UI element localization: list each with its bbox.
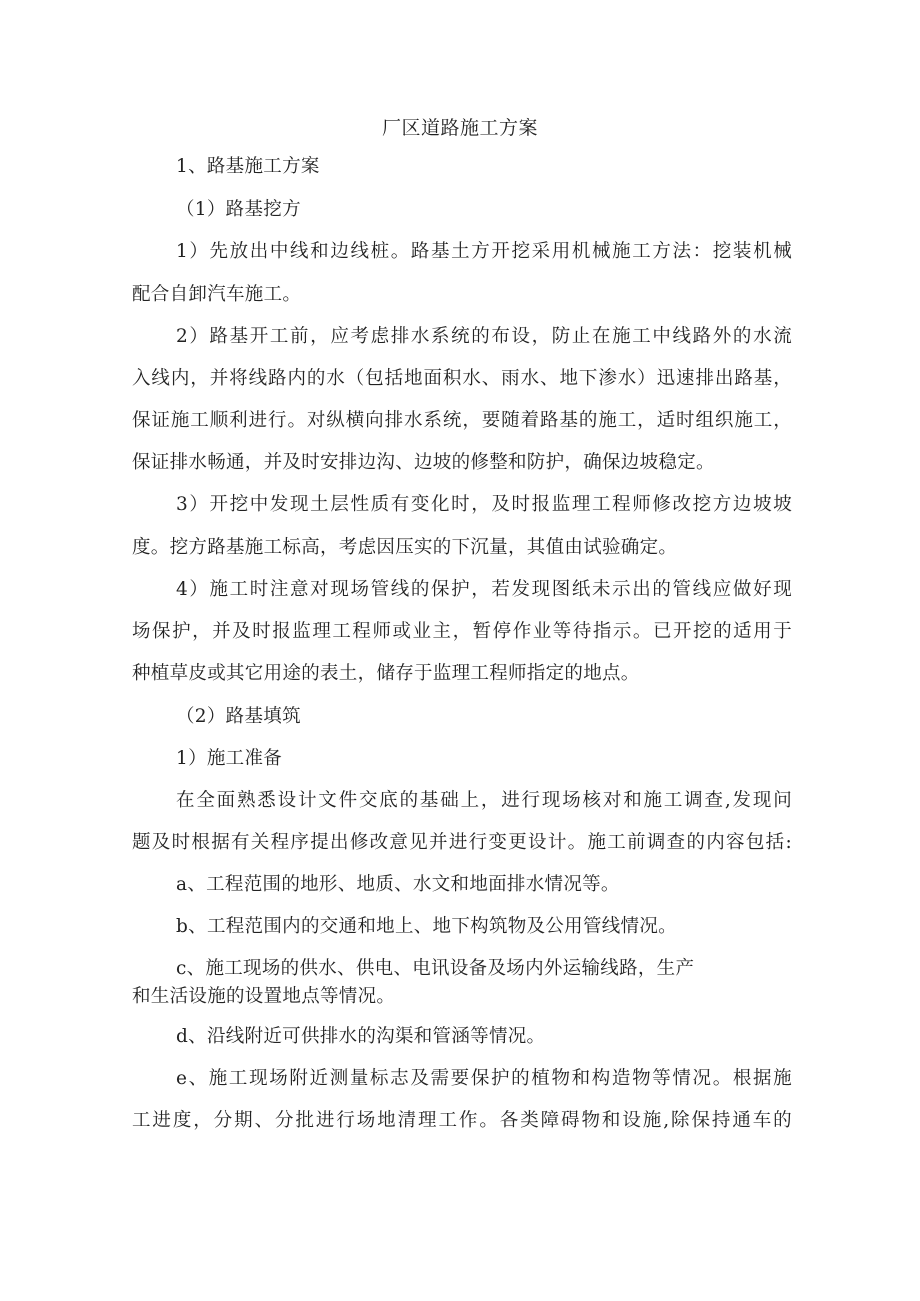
paragraph-line: 工进度，分期、分批进行场地清理工作。各类障碍物和设施,除保持通车的 (132, 1110, 792, 1131)
paragraph-line: 配合自卸汽车施工。 (132, 284, 302, 305)
paragraph-line: 度。挖方路基施工标高，考虑因压实的下沉量，其值由试验确定。 (132, 537, 678, 558)
paragraph-line: 在全面熟悉设计文件交底的基础上，进行现场核对和施工调查,发现问 (176, 790, 792, 811)
paragraph-line: 场保护，并及时报监理工程师或业主，暂停作业等待指示。已开挖的适用于 (132, 621, 792, 642)
document-title: 厂区道路施工方案 (381, 117, 538, 139)
subsection-heading: （2）路基填筑 (176, 706, 301, 727)
list-item-continuation: 和生活设施的设置地点等情况。 (132, 986, 396, 1007)
paragraph-line: 种植草皮或其它用途的表土，储存于监理工程师指定的地点。 (132, 663, 640, 684)
list-item: c、施工现场的供水、供电、电讯设备及场内外运输线路，生产 (176, 958, 695, 979)
paragraph-line: 1）先放出中线和边线桩。路基土方开挖采用机械施工方法：挖装机械 (176, 241, 792, 262)
list-item: d、沿线附近可供排水的沟渠和管涵等情况。 (176, 1026, 546, 1047)
paragraph-line: 2）路基开工前，应考虑排水系统的布设，防止在施工中线路外的水流 (176, 326, 792, 347)
paragraph-line: 4）施工时注意对现场管线的保护，若发现图纸未示出的管线应做好现 (176, 579, 792, 600)
list-item: b、工程范围内的交通和地上、地下构筑物及公用管线情况。 (176, 916, 677, 937)
paragraph-line: 保证排水畅通，并及时安排边沟、边坡的修整和防护，确保边坡稳定。 (132, 452, 715, 473)
paragraph-line: 保证施工顺利进行。对纵横向排水系统，要随着路基的施工，适时组织施工， (132, 410, 792, 431)
paragraph-line: 入线内，并将线路内的水（包括地面积水、雨水、地下渗水）迅速排出路基， (132, 368, 792, 389)
subsection-heading: （1）路基挖方 (176, 199, 301, 220)
list-item: a、工程范围的地形、地质、水文和地面排水情况等。 (176, 874, 620, 895)
section-heading: 1、路基施工方案 (176, 156, 320, 177)
subsection-heading: 1）施工准备 (176, 748, 283, 769)
list-item: e、施工现场附近测量标志及需要保护的植物和构造物等情况。根据施 (176, 1068, 792, 1089)
paragraph-line: 3）开挖中发现土层性质有变化时，及时报监理工程师修改挖方边坡坡 (176, 494, 792, 515)
paragraph-line: 题及时根据有关程序提出修改意见并进行变更设计。施工前调查的内容包括: (132, 832, 792, 853)
